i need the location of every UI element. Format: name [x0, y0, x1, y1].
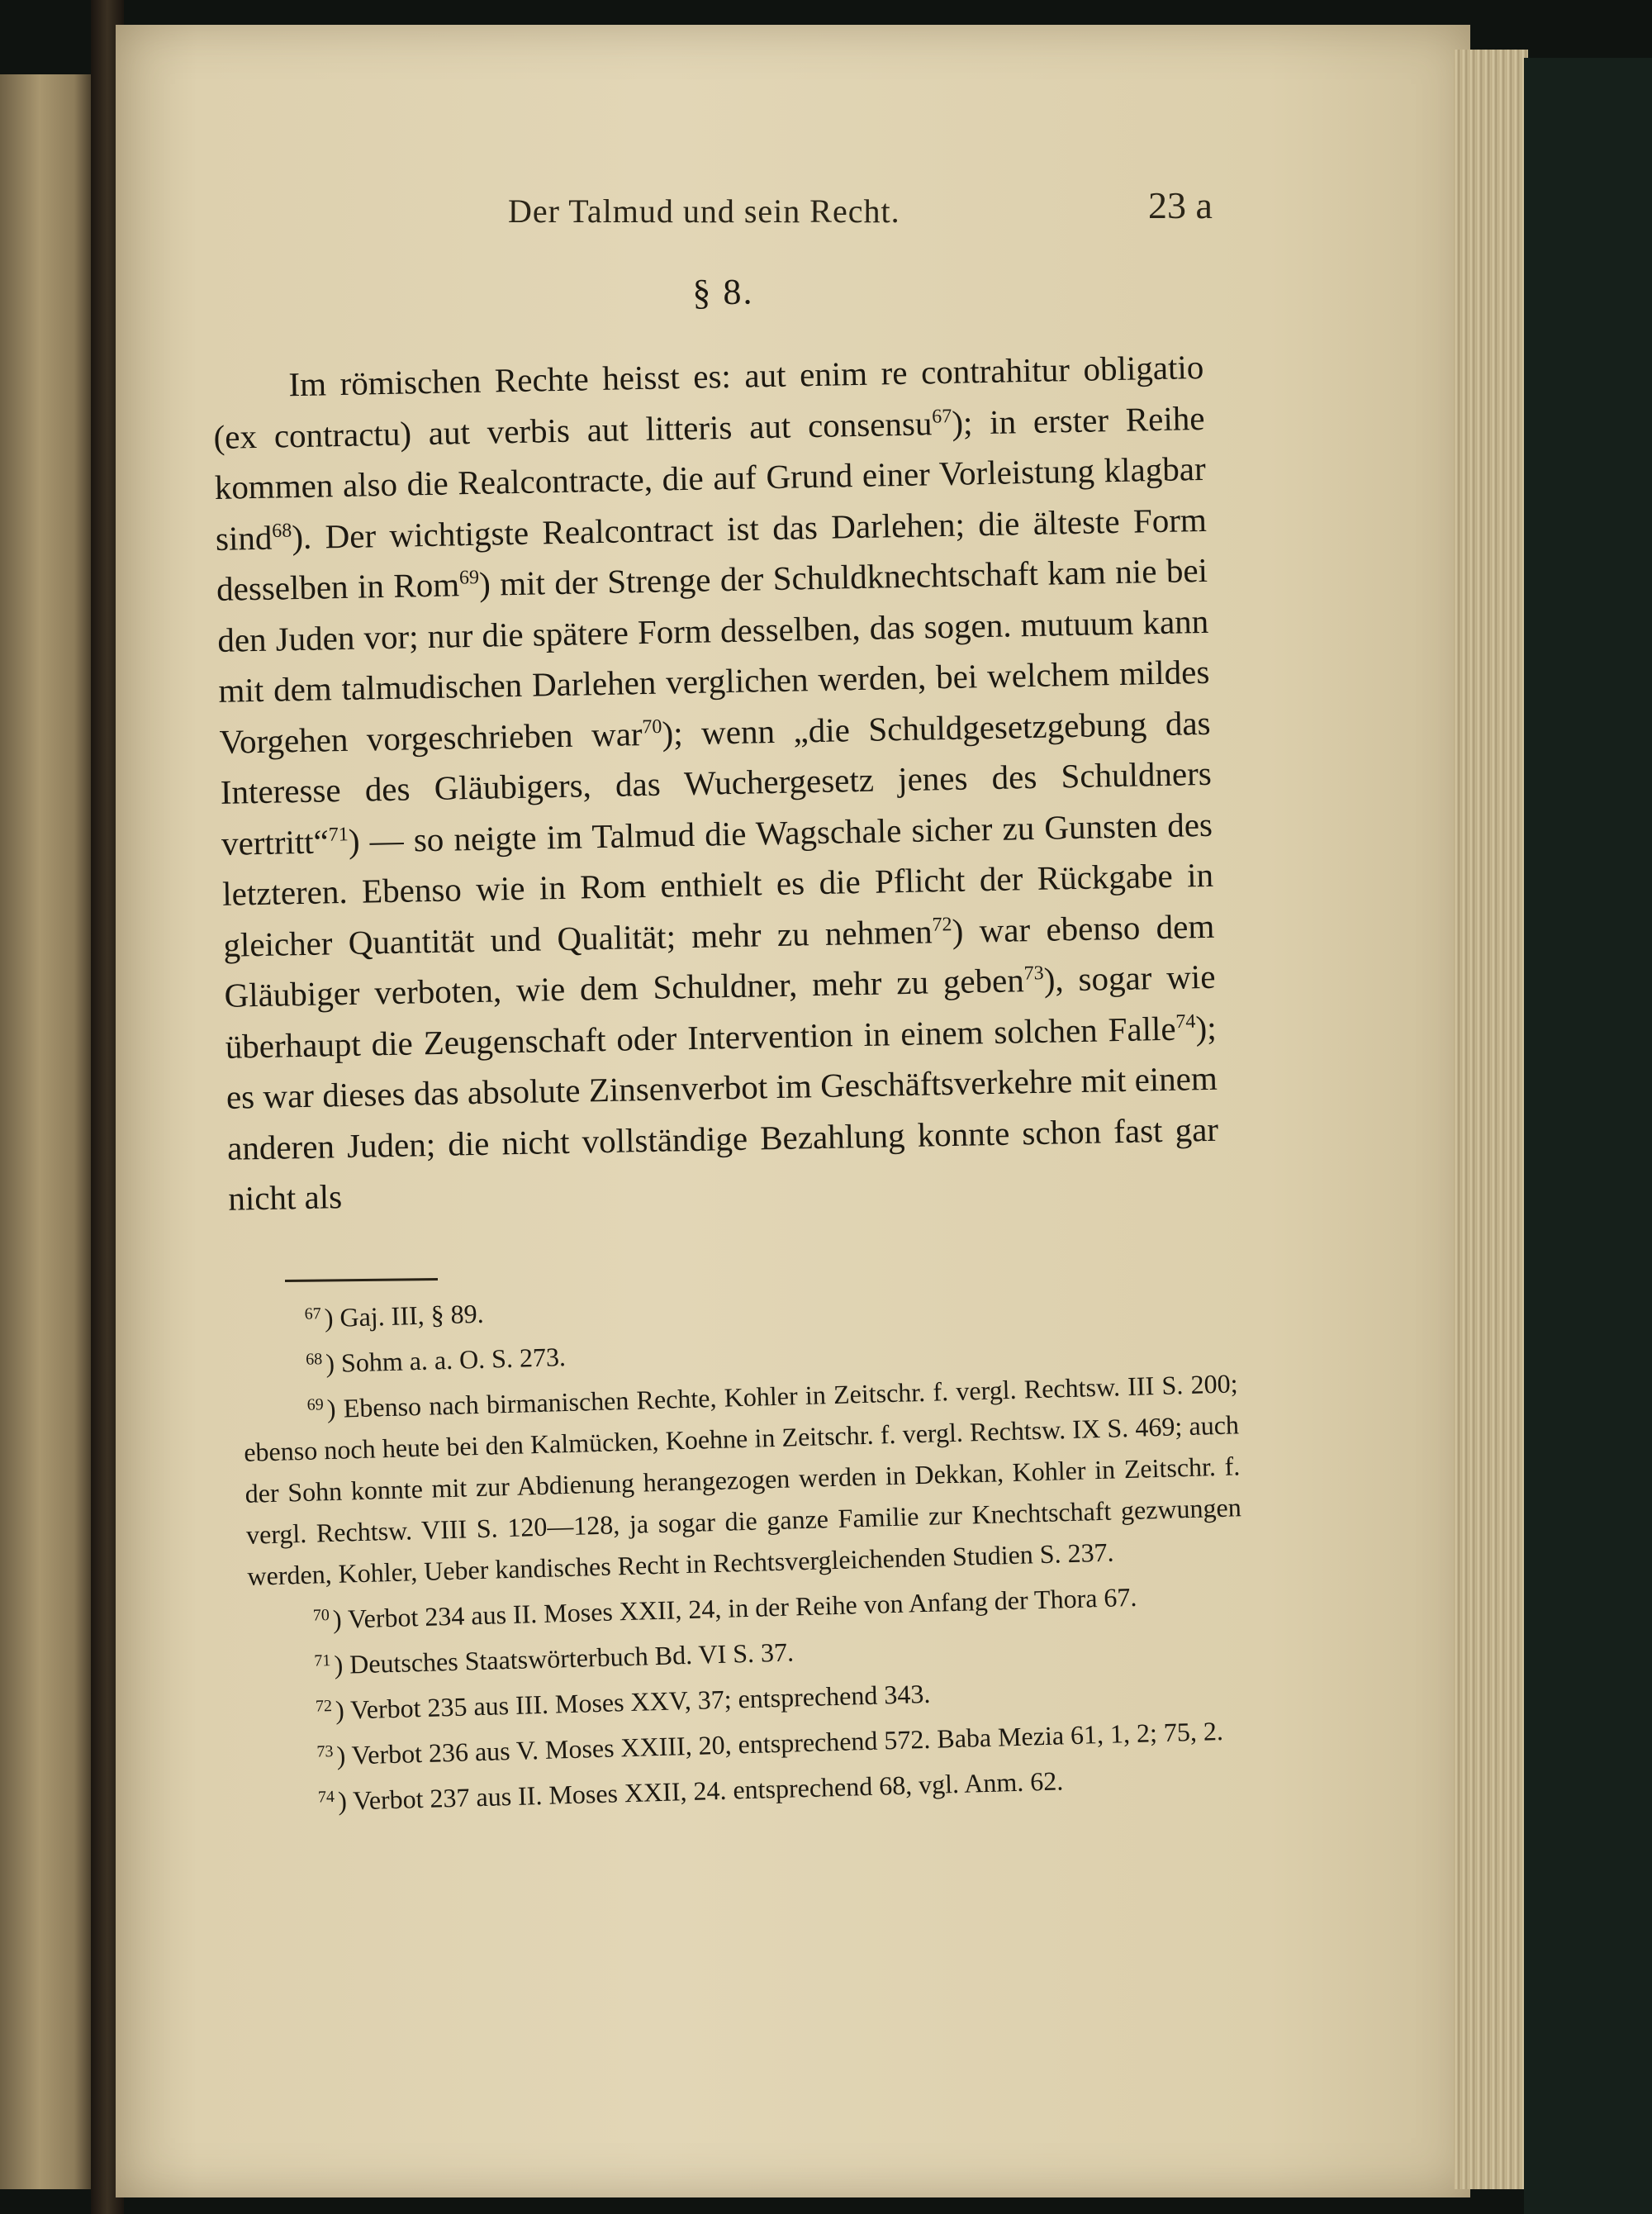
footnote-mark: 69: [306, 1395, 325, 1414]
text-run: ); wenn „die Schuldgesetzgebung das Interesse des Gläubigers, das Wuchergesetz jenes des Schuldners vertritt“: [220, 703, 1213, 862]
footnote-text: ) Verbot 236 aus V. Moses XXIII, 20, entsprechend 572. Baba Mezia 61, 1, 2; 75, 2.: [336, 1715, 1224, 1770]
footnote: [242, 1358, 1243, 1597]
footnote-mark: 73: [316, 1742, 334, 1761]
book-cover-board: [1524, 58, 1652, 2214]
footnote-ref: 68: [271, 520, 292, 542]
text-run: ) — so neigte im Talmud die Wagschale sicher zu Gunsten des letzteren. Ebenso wie in Rom enthielt es die Pflicht der Rückgabe in gleicher Quantität und Qualität; mehr zu nehmen: [221, 805, 1214, 964]
footnote-text: ) Ebenso nach birmanischen Rechte, Kohler in Zeitschr. f. vergl. Rechtsw. III S. 200; ebenso noch heute bei den Kalmücken, Koehne in Zeitschr. f. vergl. Rechtsw. IX S. 469; auch der Sohn konnte mit zur Abdienung herangezogen werden in Dekkan, Kohler in Zeitschr. f. vergl. Rechtsw. VIII S. 120—128, ja sogar die ganze Familie zur Knechtschaft gezwungen werden, Kohler, Ueber kandisches Recht in Rechtsvergleichenden Studien S. 237.: [243, 1368, 1242, 1591]
text-run: ) mit der Strenge der Schuldknechtschaft kam nie bei den Juden vor; nur die spätere Form desselben, das sogen. mutuum kann mit dem talmudischen Darlehen verglichen werden, bei welchem mildes Vorgehen vorgeschrieben war: [216, 550, 1210, 761]
footnote-mark: 67: [304, 1304, 321, 1323]
page-number: 23 a: [1148, 184, 1213, 226]
footnote-ref: 74: [1175, 1010, 1196, 1033]
text-run: Im römischen Rechte heisst es: aut enim re contrahitur obligatio (ex contractu) aut verbis aut litteris aut consensu: [213, 347, 1204, 456]
footnote-mark: 74: [317, 1788, 335, 1807]
footnote-text: ) Verbot 237 aus II. Moses XXII, 24. entsprechend 68, vgl. Anm. 62.: [337, 1765, 1064, 1816]
footnote-text: ) Gaj. III, § 89.: [324, 1298, 485, 1333]
main-text: [211, 262, 1220, 1224]
footnote-ref: 73: [1023, 962, 1044, 985]
footnote-ref: 70: [642, 715, 662, 738]
body-paragraph: [212, 342, 1220, 1224]
footnote-text: ) Verbot 234 aus II. Moses XXII, 24, in der Reihe von Anfang der Thora 67.: [332, 1581, 1137, 1634]
text-run: ); in erster Reihe kommen also die Realcontracte, die auf Grund einer Vorleistung klagbar sind: [214, 398, 1207, 558]
footnote-ref: 67: [931, 405, 952, 428]
page-header: [508, 183, 1235, 241]
text-run: ), sogar wie überhaupt die Zeugenschaft oder Intervention in einem solchen Falle: [225, 957, 1216, 1066]
footnote-mark: 72: [315, 1697, 333, 1716]
footnote-ref: 71: [328, 823, 349, 846]
footnotes: [240, 1267, 1249, 1823]
footnote-text: ) Deutsches Staatswörterbuch Bd. VI S. 37.: [334, 1637, 795, 1680]
text-run: ); es war dieses das absolute Zinsenverbot im Geschäftsverkehre mit einem anderen Juden; die nicht vollständige Bezahlung konnte schon fast gar nicht als: [225, 1008, 1219, 1218]
section-heading: § 8.: [691, 271, 754, 313]
footnote-mark: 70: [312, 1606, 330, 1625]
footnote-ref: 69: [458, 567, 480, 589]
footnote-text: ) Verbot 235 aus III. Moses XXV, 37; entsprechend 343.: [335, 1678, 931, 1725]
footnote-mark: 68: [305, 1350, 323, 1369]
facing-page-edge: [0, 74, 99, 2189]
footnote-text: ) Sohm a. a. O. S. 273.: [325, 1342, 567, 1379]
text-run: ). Der wichtigste Realcontract ist das Darlehen; die älteste Form desselben in Rom: [216, 500, 1208, 608]
running-title: Der Talmud und sein Recht.: [508, 192, 900, 230]
footnote-mark: 71: [314, 1651, 331, 1670]
text-run: ) war ebenso dem Gläubiger verboten, wie dem Schuldner, mehr zu geben: [224, 906, 1215, 1014]
footnote-ref: 72: [932, 913, 952, 936]
page-edges: [1454, 50, 1528, 2189]
